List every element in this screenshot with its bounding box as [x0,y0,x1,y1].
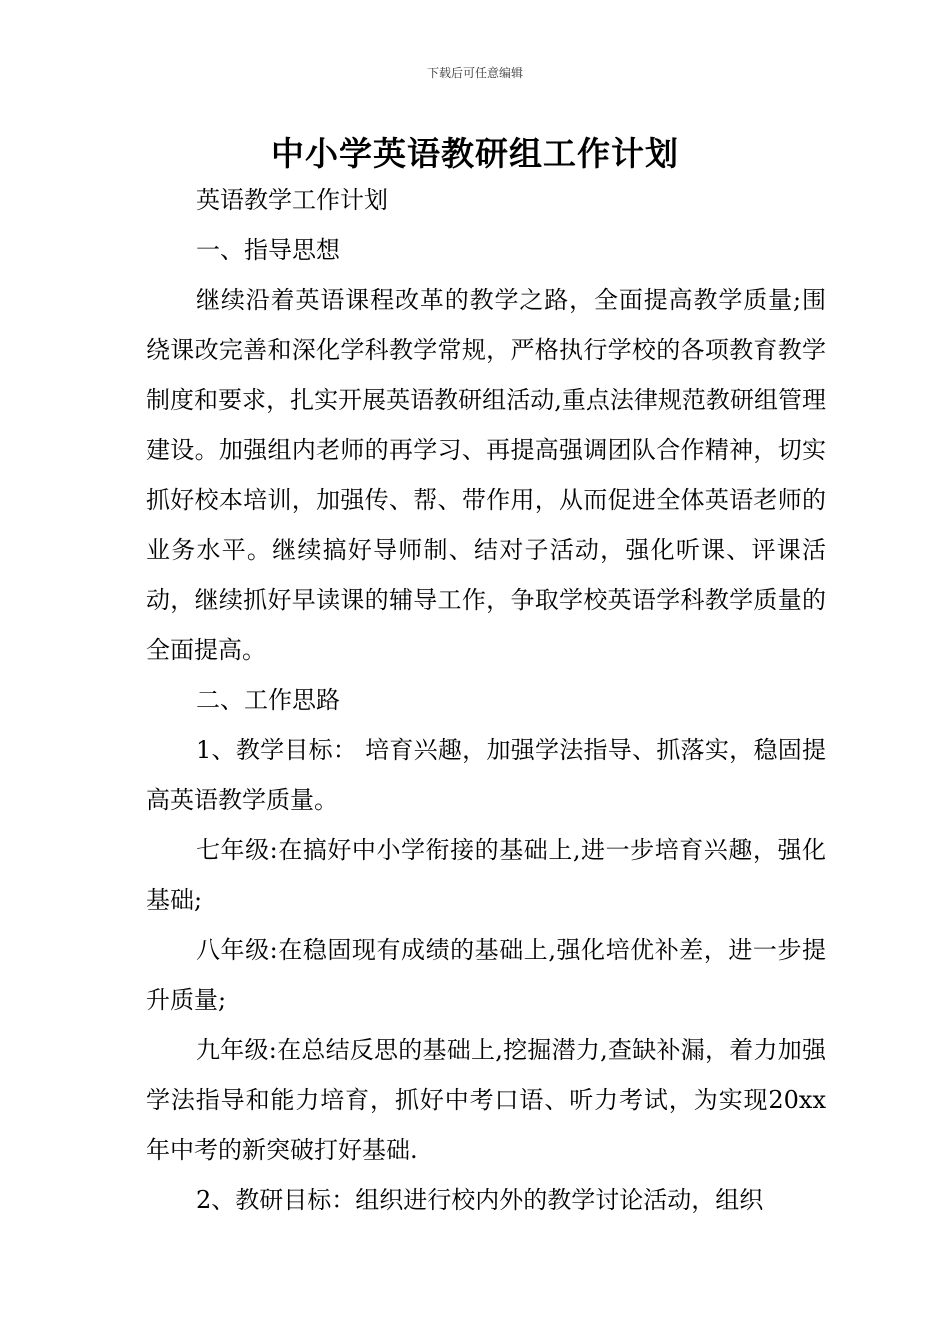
paragraph: 2、教研目标：组织进行校内外的教学讨论活动，组织 [196,1186,764,1214]
paragraph: 七年级:在搞好中小学衔接的基础上,进一步培育兴趣，强化基础; [146,836,826,914]
header-note: 下载后可任意编辑 [426,66,523,80]
section-heading: 一、指导思想 [196,236,340,264]
paragraph: 继续沿着英语课程改革的教学之路，全面提高教学质量;围绕课改完善和深化学科教学常规，严格执行学校的各项教育教学制度和要求，扎实开展英语教研组活动,重点法律规范教研组管理建设。加强组内老师的再学习、再提高强调团队合作精神，切实抓好校本培训，加强传、帮、带作用，从而促进全体英语老师的业务水平。继续搞好导师制、结对子活动，强化听课、评课活动，继续抓好早读课的辅导工作，争取学校英语学科教学质量的全面提高。 [146,286,826,664]
document-title: 中小学英语教研组工作计划 [271,134,679,173]
paragraph: 八年级:在稳固现有成绩的基础上,强化培优补差，进一步提升质量; [146,936,826,1014]
section-heading: 二、工作思路 [196,686,340,714]
paragraph: 九年级:在总结反思的基础上,挖掘潜力,查缺补漏，着力加强学法指导和能力培育，抓好中考口语、听力考试，为实现20xx年中考的新突破打好基础. [146,1036,826,1164]
document-body [146,175,826,1225]
section-heading: 英语教学工作计划 [196,186,388,214]
paragraph: 1、教学目标： 培育兴趣，加强学法指导、抓落实，稳固提高英语教学质量。 [146,736,826,814]
